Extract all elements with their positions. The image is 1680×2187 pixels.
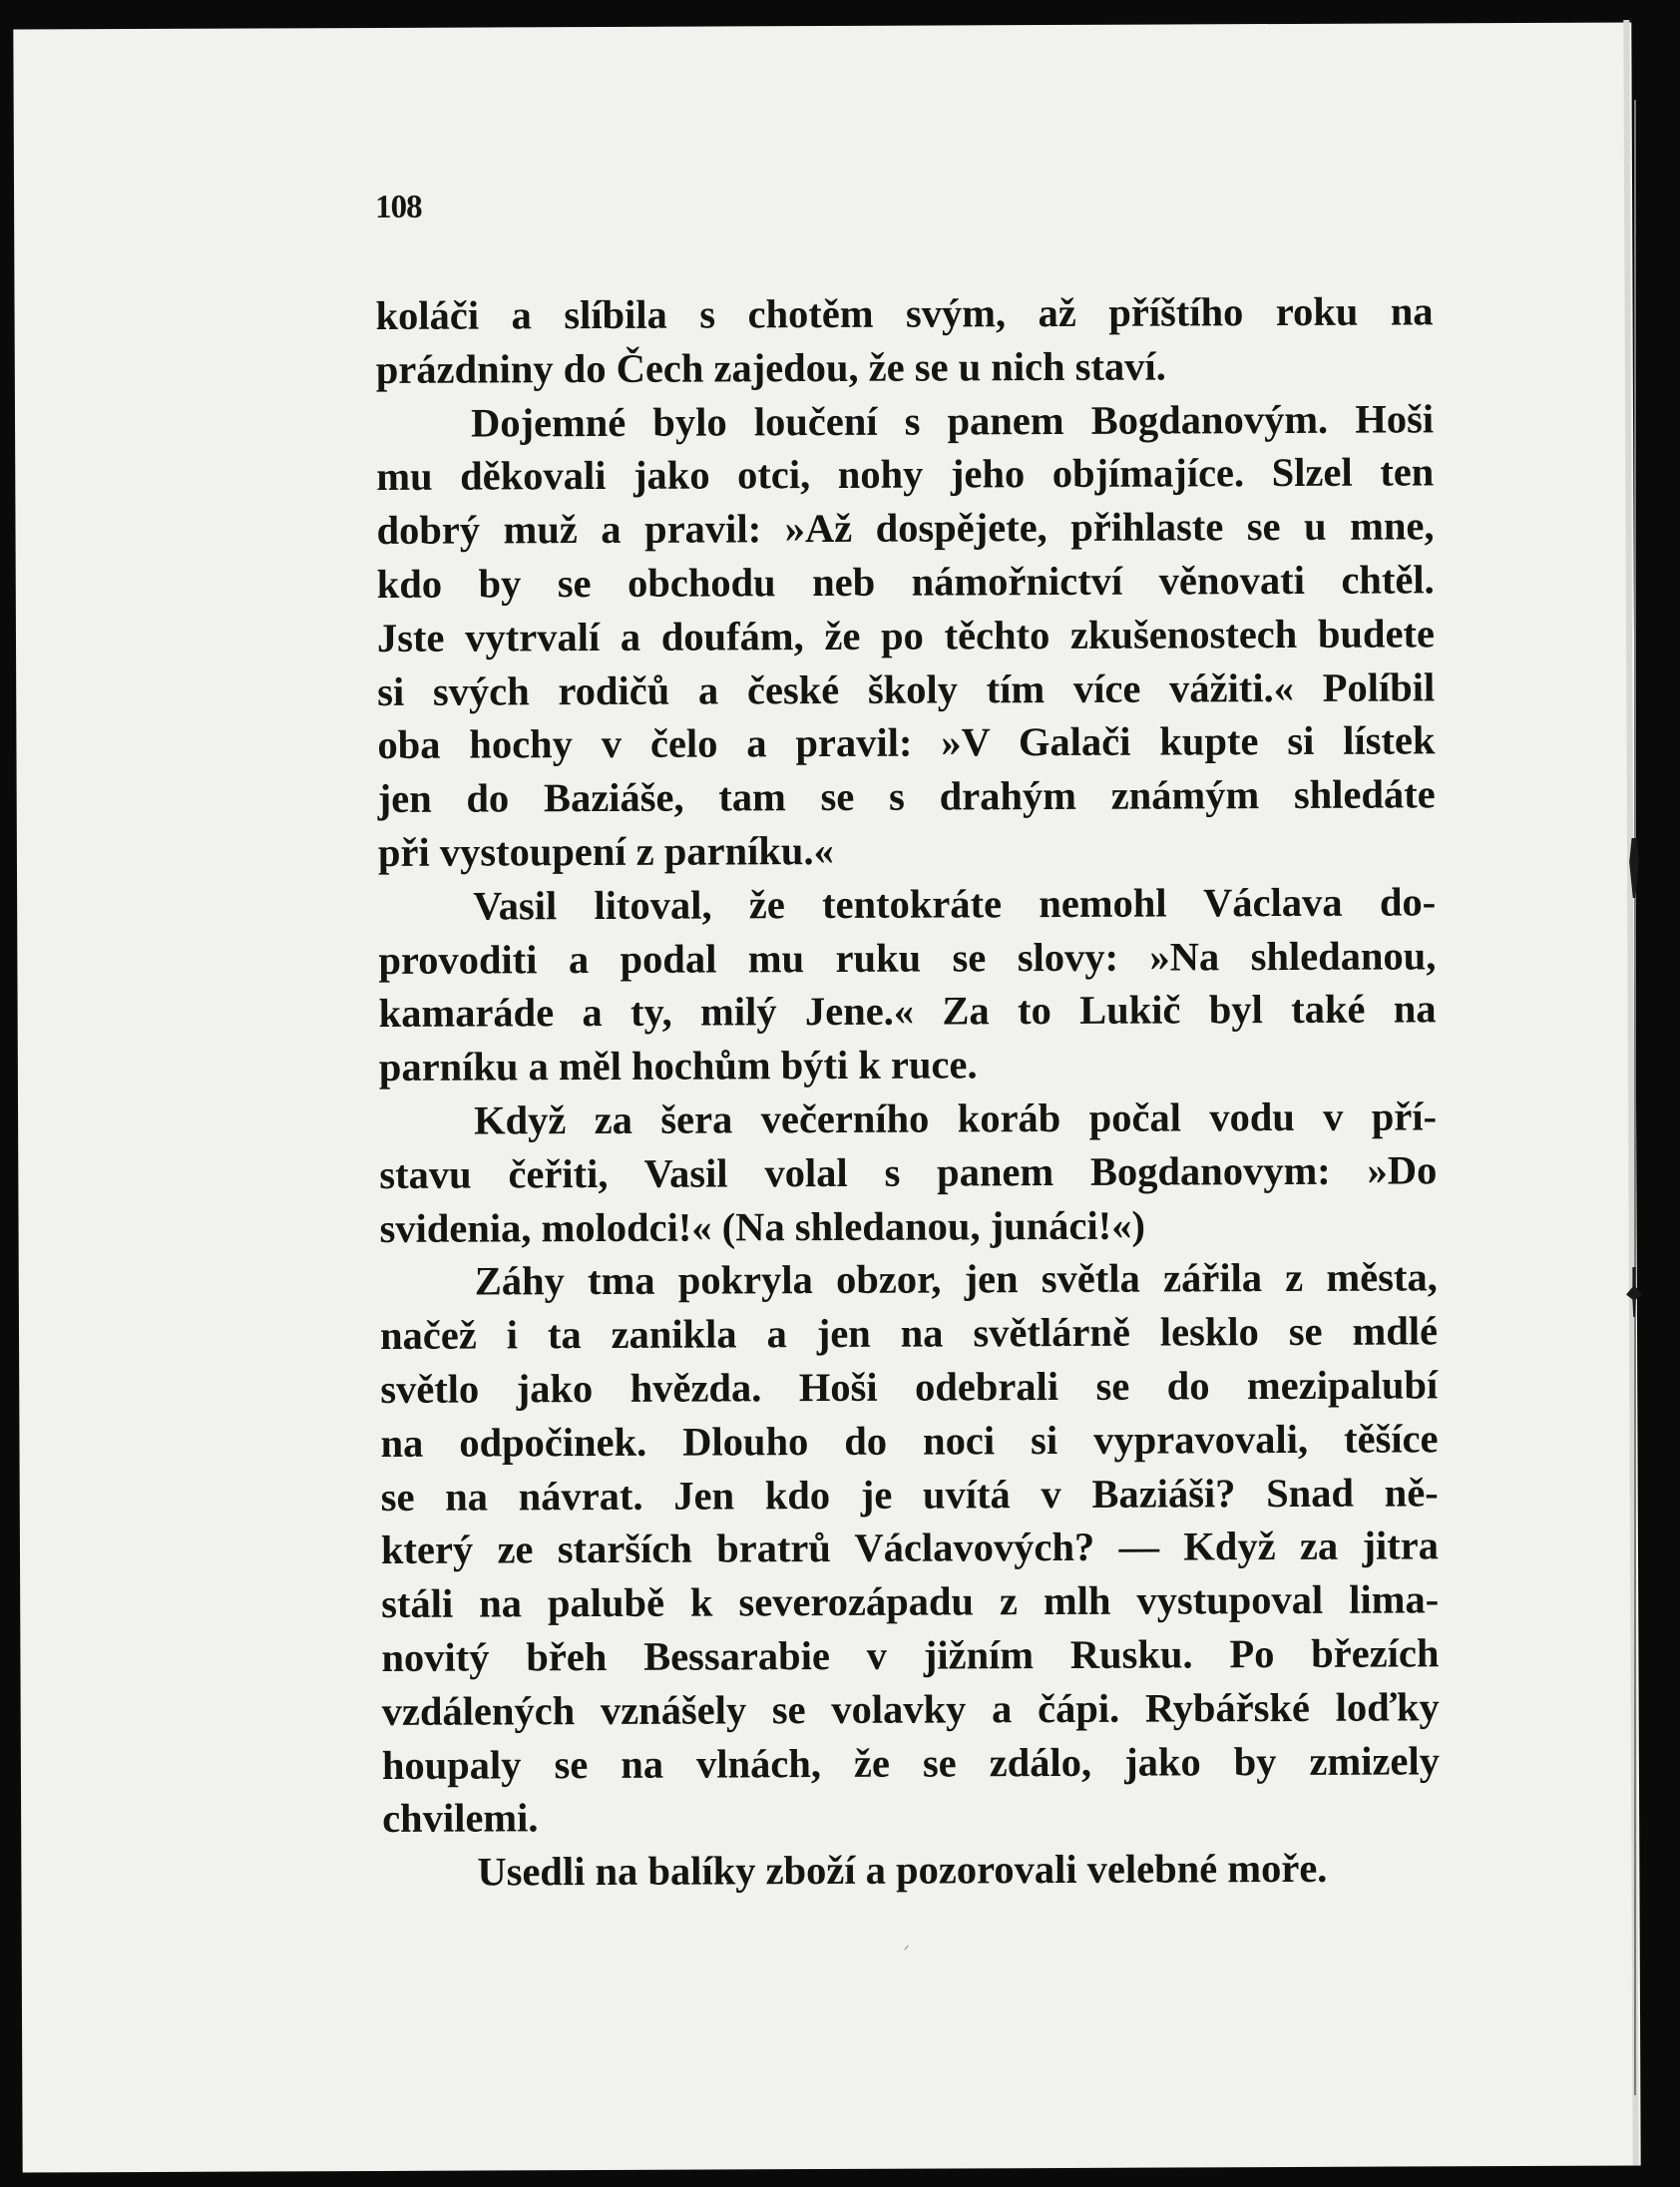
paragraph-start-line: Záhy tma pokryla obzor, jen světla zářila z města, xyxy=(474,1254,1438,1304)
binding-shadow-line xyxy=(1634,100,1636,2095)
text-line: svidenia, molodci!« (Na shledanou, junáci!«) xyxy=(379,1202,1145,1251)
paragraph-start-line: Usedli na balíky zboží a pozorovali velebné moře. xyxy=(477,1845,1328,1895)
text-line: Jste vytrvalí a doufám, že po těchto zkušenostech budete xyxy=(376,611,1436,660)
text-line: provoditi a podal mu ruku se slovy: »Na shledanou, xyxy=(378,932,1437,983)
paragraph-start-line: Když za šera večerního koráb počal vodu v pří- xyxy=(473,1094,1438,1143)
text-line: světlo jako hvězda. Hoši odebrali se do mezipalubí xyxy=(380,1362,1439,1412)
text-line: stavu čeřiti, Vasil volal s panem Bogdanovym: »Do xyxy=(379,1147,1438,1197)
text-line: na odpočinek. Dlouho do noci si vypravovali, těšíce xyxy=(380,1416,1439,1466)
text-line: chvilemi. xyxy=(382,1795,539,1842)
text-line: si svých rodičů a české školy tím více vážiti.« Políbil xyxy=(377,663,1436,714)
text-line: oba hochy v čelo a pravil: »V Galači kupte si lístek xyxy=(377,717,1436,768)
text-line: prázdniny do Čech zajedou, že se u nich staví. xyxy=(375,343,1166,392)
text-line: kamaráde a ty, milý Jene.« Za to Lukič byl také na xyxy=(378,986,1437,1037)
text-line: kdo by se obchodu neb námořnictví věnovati chtěl. xyxy=(376,557,1435,607)
text-line: stáli na palubě k severozápadu z mlh vystupoval lima- xyxy=(381,1576,1440,1627)
paragraph-start-line: Dojemné bylo loučení s panem Bogdanovým. Hoši xyxy=(470,395,1435,446)
text-line: jen do Baziáše, tam se s drahým známým shledáte xyxy=(377,771,1436,822)
ink-speck: ᐟ xyxy=(903,1943,910,1960)
text-line: mu děkovali jako otci, nohy jeho objímajíce. Slzel ten xyxy=(376,449,1435,500)
text-line: novitý břeh Bessarabie v jižním Rusku. Po březích xyxy=(381,1630,1440,1680)
text-line: načež i ta zanikla a jen na světlárně lesklo se mdlé xyxy=(379,1308,1439,1359)
paper-sheet xyxy=(13,22,1640,2172)
body-text xyxy=(375,284,1440,1900)
text-line: houpaly se na vlnách, že se zdálo, jako by zmizely xyxy=(381,1737,1441,1788)
text-line: dobrý muž a pravil: »Až dospějete, přihlaste se u mne, xyxy=(376,503,1435,554)
text-line: vzdálených vznášely se volavky a čápi. Rybářské loďky xyxy=(381,1684,1440,1734)
text-line: parníku a měl hochům býti k ruce. xyxy=(378,1042,978,1091)
page-number: 108 xyxy=(375,189,422,225)
text-line: při vystoupení z parníku.« xyxy=(377,827,834,875)
text-line: koláči a slíbila s chotěm svým, až příštího roku na xyxy=(375,288,1434,338)
paragraph-start-line: Vasil litoval, že tentokráte nemohl Václava do- xyxy=(473,879,1437,929)
text-line: se na návrat. Jen kdo je uvítá v Baziáši? Snad ně- xyxy=(380,1469,1439,1520)
text-line: který ze starších bratrů Václavových? — Když za jitra xyxy=(380,1523,1440,1573)
